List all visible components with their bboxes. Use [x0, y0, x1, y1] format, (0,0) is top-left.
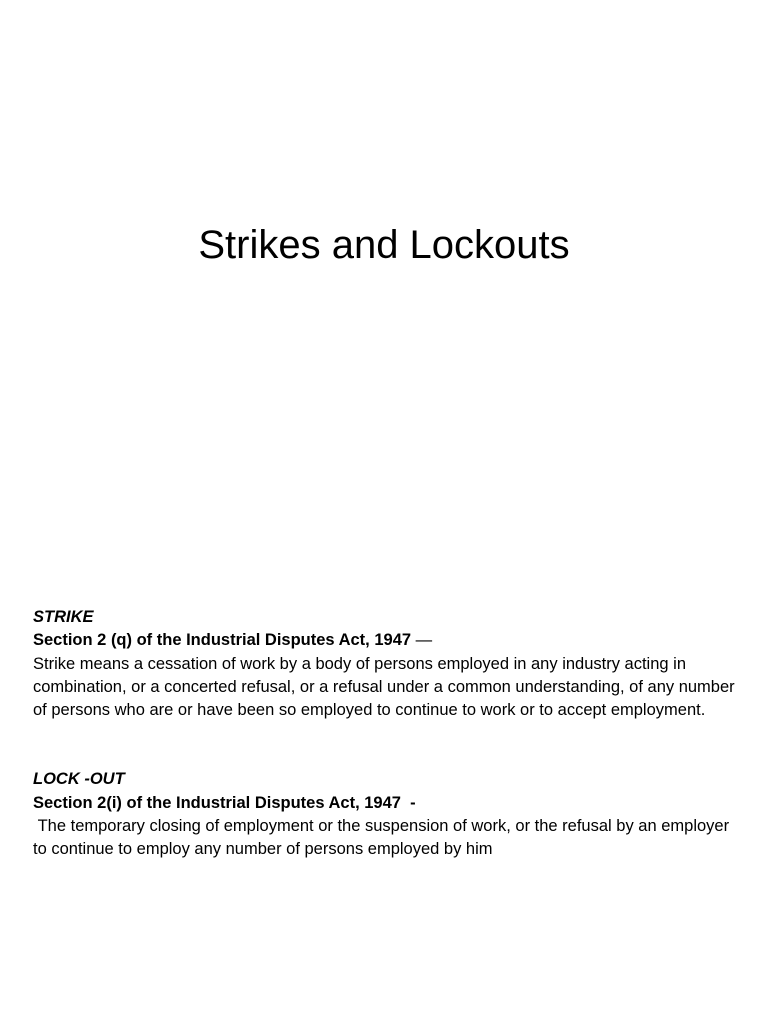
section-spacer: [33, 722, 743, 768]
strike-section-reference: Section 2 (q) of the Industrial Disputes Act, 1947: [33, 631, 412, 650]
lockout-definition: The temporary closing of employment or the suspension of work, or the refusal by an employer to continue to employ any number of persons employed by him: [33, 817, 734, 859]
strike-heading: STRIKE: [33, 608, 94, 626]
slide-title: Strikes and Lockouts: [198, 223, 570, 267]
strike-definition: Strike means a cessation of work by a body of persons employed in any industry acting in combination, or a concerted refusal, or a refusal under a common understanding, of any number of persons who are or have been so employed to continue to work or to accept employment.: [33, 654, 735, 720]
speaker-notes: [33, 606, 743, 862]
strike-section-line: [33, 629, 743, 652]
lockout-heading: LOCK -OUT: [33, 770, 125, 789]
strike-section-dash: —: [411, 631, 433, 650]
lockout-section-reference: Section 2(i) of the Industrial Disputes Act, 1947 -: [33, 793, 416, 812]
